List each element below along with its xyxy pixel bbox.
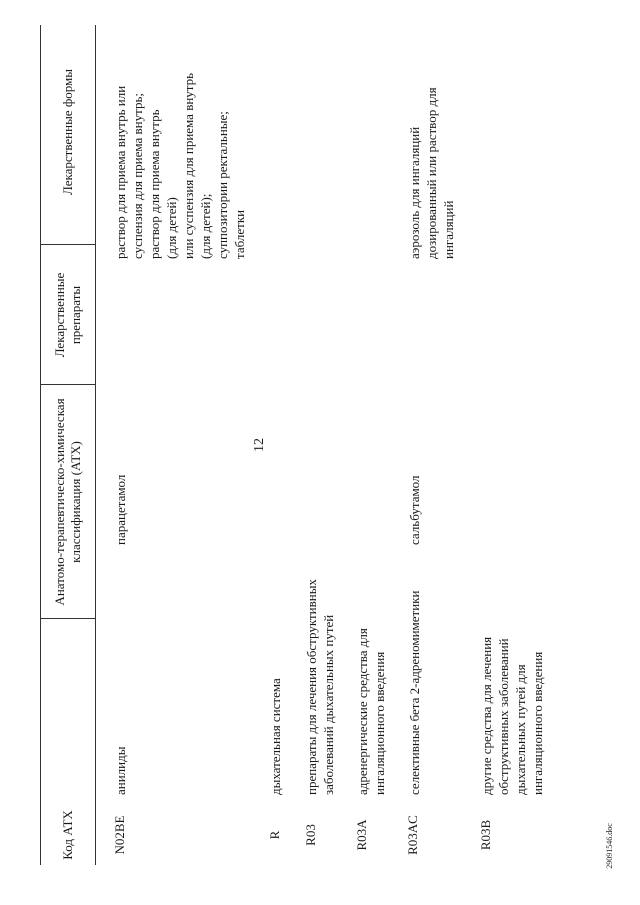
row-classification: дыхательная система <box>268 678 283 795</box>
row-code: N02BE <box>112 815 127 855</box>
row-classification: селективные бета 2-адреномиметики <box>407 590 422 795</box>
header-classification: Анатомо-терапевтическо-химическая классификация (АТХ) <box>51 398 83 606</box>
header-separator-2 <box>40 384 95 385</box>
rotated-table <box>40 25 600 865</box>
header-separator-3 <box>40 244 95 245</box>
row-classification: препараты для лечения обструктивных заболеваний дыхательных путей <box>304 579 336 795</box>
row-forms: аэрозоль для ингаляций дозированный или раствор для ингаляций <box>407 87 456 259</box>
header-drugs: Лекарственные препараты <box>51 272 83 358</box>
row-drug: сальбутамол <box>407 475 422 545</box>
row-classification: другие средства для лечения обструктивных заболеваний дыхательных путей для ингаляционного введения <box>479 636 545 795</box>
table-header-rule <box>95 25 96 865</box>
row-classification: адренергические средства для ингаляционного введения <box>355 628 387 795</box>
header-separator-1 <box>40 618 95 619</box>
footer-filename: 29091546.doc <box>605 823 614 869</box>
header-code: Код АТХ <box>59 810 75 860</box>
row-forms: раствор для приема внутрь или суспензия для приема внутрь; раствор для приема внутрь (для детей) или суспензия для приема внутрь (для детей); суппозитории ректальные; таблетки <box>113 72 247 259</box>
header-forms: Лекарственные формы <box>59 68 75 196</box>
row-code: R03 <box>303 824 318 846</box>
row-code: R03A <box>354 819 369 851</box>
row-classification: анилиды <box>113 746 128 795</box>
row-code: R03B <box>478 819 493 851</box>
row-code: R <box>267 830 282 840</box>
row-code: R03AC <box>405 815 420 855</box>
page-number: 12 <box>252 438 267 452</box>
row-drug: парацетамол <box>113 474 128 545</box>
